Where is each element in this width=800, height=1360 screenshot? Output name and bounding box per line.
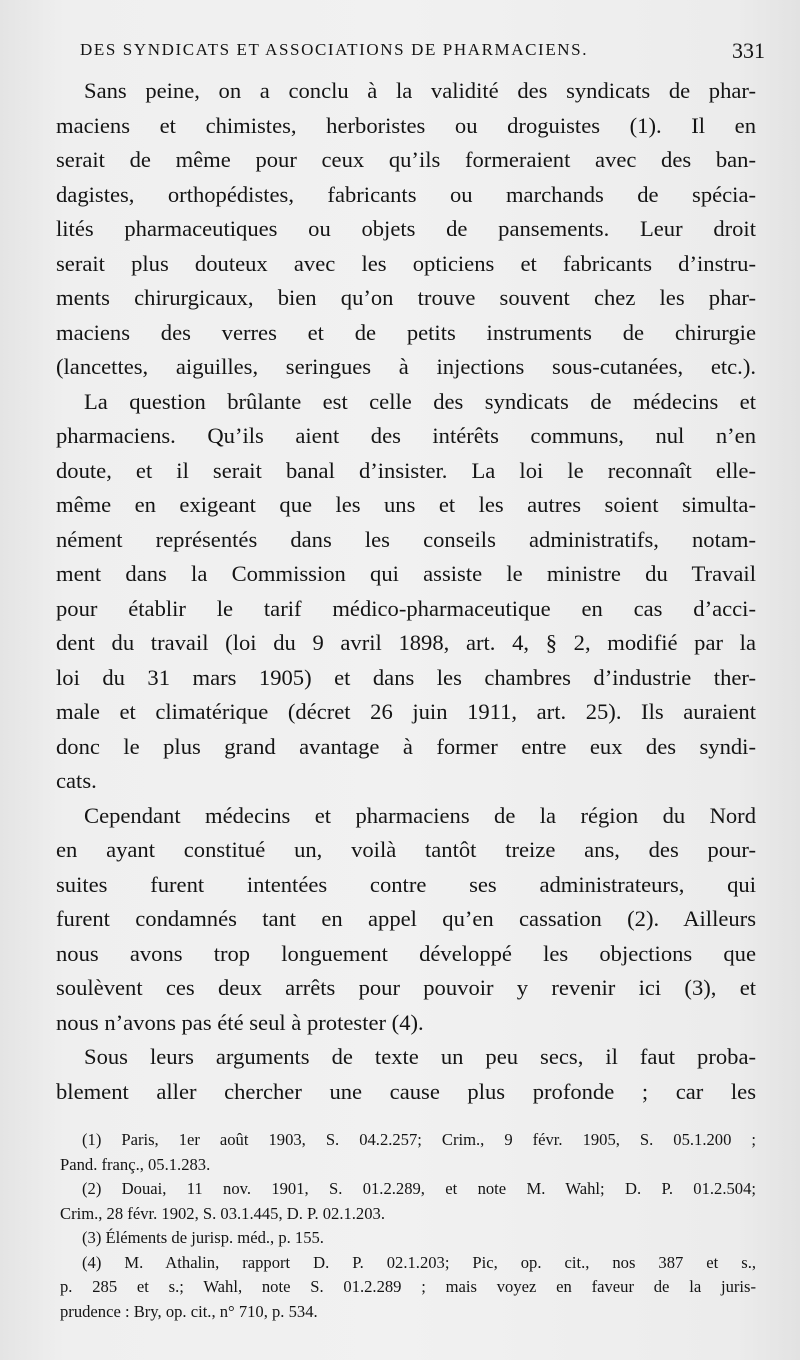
text-line: nément représentés dans les conseils administratifs, notam- (56, 526, 756, 552)
footnote-line: (1) Paris, 1er août 1903, S. 04.2.257; Crim., 9 févr. 1905, S. 05.1.200 ; (82, 1130, 756, 1149)
text-line: Cependant médecins et pharmaciens de la région du Nord (84, 802, 756, 828)
text-line: serait plus douteux avec les opticiens et fabricants d’instru- (56, 250, 756, 276)
text-line: blement aller chercher une cause plus profonde ; car les (56, 1078, 756, 1104)
text-line: dent du travail (loi du 9 avril 1898, art. 4, § 2, modifié par la (56, 630, 756, 655)
page-number: 331 (732, 38, 765, 63)
text-line: loi du 31 mars 1905) et dans les chambres d’industrie ther- (56, 664, 756, 690)
text-line: male et climatérique (décret 26 juin 1911, art. 25). Ils auraient (56, 699, 756, 724)
footnote-line: Crim., 28 févr. 1902, S. 03.1.445, D. P. 02.1.203. (60, 1203, 385, 1223)
footnote-line: prudence : Bry, op. cit., n° 710, p. 534. (60, 1301, 318, 1321)
text-line: maciens et chimistes, herboristes ou droguistes (1). Il en (56, 112, 756, 138)
text-line: Sans peine, on a conclu à la validité des syndicats de phar- (84, 78, 756, 103)
text-line: ments chirurgicaux, bien qu’on trouve souvent chez les phar- (56, 285, 756, 310)
text-line: lités pharmaceutiques ou objets de pansements. Leur droit (56, 216, 756, 241)
text-line: donc le plus grand avantage à former entre eux des syndi- (56, 733, 756, 759)
footnote-line: (4) M. Athalin, rapport D. P. 02.1.203; Pic, op. cit., nos 387 et s., (82, 1252, 756, 1272)
text-line: dagistes, orthopédistes, fabricants ou marchands de spécia- (56, 181, 756, 207)
page-header (70, 38, 770, 66)
running-head: DES SYNDICATS ET ASSOCIATIONS DE PHARMACIENS. (80, 40, 589, 59)
text-line: même en exigeant que les uns et les autres soient simulta- (56, 492, 756, 517)
footnotes (60, 1128, 756, 1324)
text-line: cats. (56, 768, 97, 793)
text-line: ment dans la Commission qui assiste le ministre du Travail (56, 561, 756, 586)
text-line: nous avons trop longuement développé les objections que (56, 940, 756, 966)
body-text (56, 74, 756, 1109)
text-line: doute, et il serait banal d’insister. La loi le reconnaît elle- (56, 457, 756, 483)
text-line: suites furent intentées contre ses administrateurs, qui (56, 871, 756, 897)
text-line: en ayant constitué un, voilà tantôt treize ans, des pour- (56, 837, 756, 862)
text-line: furent condamnés tant en appel qu’en cassation (2). Ailleurs (56, 906, 756, 931)
text-line: (lancettes, aiguilles, seringues à injections sous-cutanées, etc.). (56, 354, 756, 379)
text-line: pharmaciens. Qu’ils aient des intérêts communs, nul n’en (56, 423, 756, 448)
text-line: La question brûlante est celle des syndicats de médecins et (84, 388, 756, 414)
text-line: Sous leurs arguments de texte un peu secs, il faut proba- (84, 1044, 756, 1069)
text-line: soulèvent ces deux arrêts pour pouvoir y revenir ici (3), et (56, 975, 756, 1000)
text-line: maciens des verres et de petits instruments de chirurgie (56, 319, 756, 345)
footnote-line: Pand. franç., 05.1.283. (60, 1154, 211, 1174)
footnote-line: (2) Douai, 11 nov. 1901, S. 01.2.289, et note M. Wahl; D. P. 01.2.504; (82, 1179, 756, 1198)
footnote-line: (3) Éléments de jurisp. méd., p. 155. (82, 1228, 324, 1247)
text-line: pour établir le tarif médico-pharmaceutique en cas d’acci- (56, 595, 756, 621)
text-line: nous n’avons pas été seul à protester (4). (56, 1009, 424, 1035)
text-line: serait de même pour ceux qu’ils formeraient avec des ban- (56, 147, 756, 172)
footnote-line: p. 285 et s.; Wahl, note S. 01.2.289 ; mais voyez en faveur de la juris- (60, 1277, 756, 1296)
